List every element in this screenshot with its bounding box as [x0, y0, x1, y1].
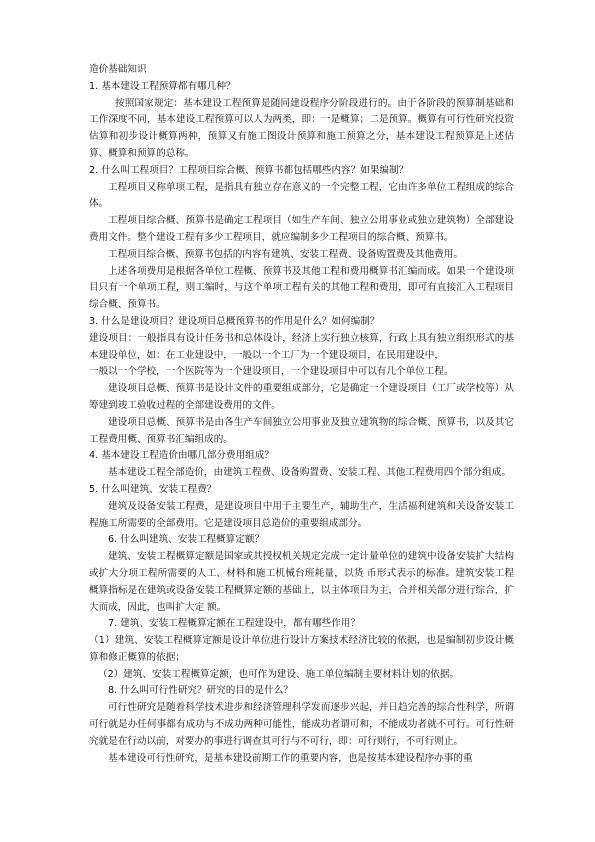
- answer-paragraph: （1）建筑、安装工程概算定额是设计单位进行设计方案技术经济比较的依据，也是编制初步设计概算和修正概算的依据；: [89, 635, 514, 663]
- document-title: 造价基础知识: [89, 64, 147, 75]
- answer-paragraph: 工程项目综合概、预算书包括的内容有建筑、安装工程费、设备购置费及其他费用。: [108, 248, 463, 260]
- answer-paragraph: 可行性研究是随着科学技术进步和经济管理科学发而逐步兴起，并日趋完善的综合性科学，所谓可行就是办任何事都有成功与不成功两种可能性，能成功者谓可和，不能成功者就不可行。可行性研究就是在行动以前，对要办的事进行调查其可行与不可行，即：可行则行，不可行则止。: [89, 702, 514, 747]
- answer-paragraph: 建筑、安装工程概算定额是国家或其授权机关规定完成一定计量单位的建筑中设备安装扩大结构或扩大分项工程所需要的人工、材料和施工机械台班耗量，以货 币形式表示的标准。建筑安装工程概算指标是在建筑或设备安装工程概算定额的基础上，以主体项目为主，合并相关部分进行综合，扩大而成，因此，也叫扩大定 额。: [89, 551, 514, 613]
- answer-paragraph: 建设项目总概、预算书是由各生产车间独立公用事业及独立建筑物的综合概、预算书，以及其它工程费用概、预算书汇编组成的。: [89, 416, 514, 445]
- question-heading: 5. 什么叫建筑、安装工程费？: [89, 483, 217, 495]
- question-heading: 8. 什么叫可行性研究？研究的目的是什么？: [108, 685, 293, 697]
- answer-paragraph: （2）建筑、安装工程概算定额，也可作为建设、施工单位编制主要材料计划的依据。: [98, 668, 460, 680]
- answer-paragraph: 工程项目综合概、预算书是确定工程项目（如生产车间、独立公用事业或独立建筑物）全部建设费用文件。整个建设工程有多少工程项目，就应编制多少工程项目的综合概、预算书。: [89, 215, 514, 243]
- answer-paragraph: 按照国家规定：基本建设工程预算是随同建设程序分阶段进行的。由于各阶段的预算制基础和工作深度不同，基本建设工程预算可以人为两类，即：一是概算；二是预算。概算有可行性研究投资估算和初步设计概算两种，预算又有施工图设计预算和施工预算之分，基本建设工程预算是上述估算、概算和预算的总称。: [89, 97, 514, 159]
- answer-paragraph: 一般以一个学校，一个医院等为一个建设项目，一个建设项目中可以有几个单位工程。: [89, 366, 454, 378]
- question-heading: 2. 什么叫工程项目？工程项目综合概、预算书都包括哪些内容？如果编制？: [89, 164, 409, 176]
- answer-paragraph: 上述各项费用是根据各单位工程概、预算书及其他工程和费用概算书汇编而成。如果一个建设项目只有一个单项工程，则工编时，与这个单项工程有关的其他工程和费用，即可有直接汇入工程项目综合概、预算书。: [89, 265, 514, 311]
- answer-paragraph: 基本建设可行性研究，是基本建设前期工作的重要内容，也是按基本建设程序办事的重: [108, 752, 473, 764]
- answer-paragraph: 建设项目：一般指具有设计任务书和总体设计，经济上实行独立核算，行政上具有独立组织形式的基本建设单位，如：在工业建设中，一般以一个工厂为一个建设项目，在民用建设中，: [89, 332, 514, 361]
- question-heading: 3. 什么是建设项目？建设项目总概预算书的作用是什么？如何编制？: [89, 315, 380, 327]
- answer-paragraph: 工程项目又称单项工程，是指具有独立存在意义的一个完整工程，它由许多单位工程组成的综合体。: [89, 181, 514, 210]
- document-page: [89, 62, 514, 767]
- question-heading: 1. 基本建设工程预算都有哪几种？: [89, 80, 236, 92]
- question-heading: 6. 什么叫建筑、安装工程概算定额？: [108, 534, 265, 546]
- answer-paragraph: 建筑及设备安装工程费，是建设项目中用于主要生产，辅助生产，生活福利建筑和关设备安装工程施工所需要的全部费用。它是建设项目总造价的重要组成部分。: [89, 500, 514, 529]
- question-heading: 4. 基本建设工程造价由哪几部分费用组成？: [89, 450, 274, 462]
- answer-paragraph: 基本建设工程全部造价，由建筑工程费、设备购置费、安装工程、其他工程费用四个部分组成。: [108, 467, 511, 479]
- answer-paragraph: 建设项目总概、预算书是设计文件的重要组成部分，它是确定一个建设项目（工厂或学校等）从筹建到竣工验收过程的全部建设费用的文件。: [89, 383, 514, 411]
- question-heading: 7. 建筑、安装工程概算定额在工程建设中，都有哪些作用？: [108, 618, 361, 630]
